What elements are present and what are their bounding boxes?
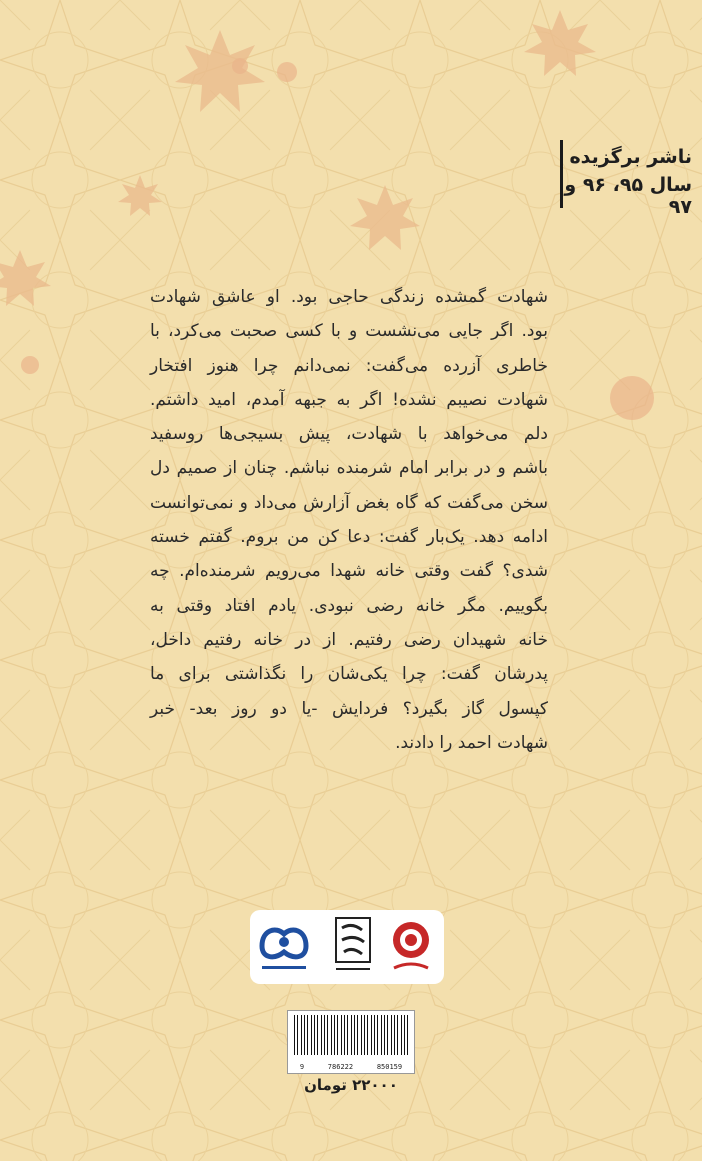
barcode-bar: [344, 1015, 345, 1055]
blurb-line: بگوییم. مگر خانه رضی نبودی. یادم افتاد وقتی به: [150, 595, 548, 616]
barcode-bar: [397, 1015, 398, 1055]
blurb-line: دلم می‌خواهد با شهادت، پیش بسیجی‌ها روسفید: [150, 424, 548, 445]
barcode-bar: [401, 1015, 402, 1055]
publisher-award-title: ناشر برگزیده: [569, 146, 692, 168]
blurb-line: سخن می‌گفت که گاه بغض آزارش می‌داد و نمی‌توانست: [150, 492, 548, 513]
publisher-award-years: سال ۹۵، ۹۶ و ۹۷: [564, 174, 692, 218]
barcode-bar: [407, 1015, 408, 1055]
barcode-bar: [387, 1015, 388, 1055]
barcode-bar: [384, 1015, 385, 1055]
back-cover-blurb: [150, 280, 548, 760]
barcode-bar: [371, 1015, 372, 1055]
barcode-bar: [357, 1015, 358, 1055]
barcode-bar: [347, 1015, 348, 1055]
barcode-bar: [374, 1015, 375, 1055]
blurb-line: کپسول گاز بگیرد؟ فردایش -یا دو روز بعد- خبر: [150, 698, 548, 719]
barcode-digit-group: 786222: [327, 1063, 354, 1071]
barcode-bar: [377, 1015, 378, 1055]
rose-logo-icon: [384, 916, 438, 978]
barcode-bar: [314, 1015, 315, 1055]
blurb-line: شهادت احمد را دادند.: [395, 732, 548, 753]
barcode-bar: [404, 1015, 405, 1055]
barcode-bar: [324, 1015, 325, 1055]
barcode-bar: [354, 1015, 355, 1055]
barcode-digits: [288, 1063, 414, 1071]
barcode-bar: [304, 1015, 305, 1055]
blurb-line: خاطری آزرده می‌گفت: نمی‌دانم چرا هنوز افتخار: [150, 355, 548, 376]
barcode-bar: [361, 1015, 362, 1055]
barcode-bar: [381, 1015, 382, 1055]
blurb-line: شهادت گمشده زندگی حاجی بود. او عاشق شهادت: [150, 287, 548, 307]
publisher-award-badge: [560, 140, 702, 218]
barcode-bar: [337, 1015, 338, 1055]
barcode-bar: [331, 1015, 332, 1055]
barcode-bars: [288, 1011, 414, 1059]
isbn-barcode: [287, 1010, 415, 1074]
blurb-line: بود. اگر جایی می‌نشست و با کسی صحبت می‌کرد، با: [150, 321, 548, 342]
barcode-bar: [321, 1015, 322, 1055]
barcode-bar: [301, 1015, 302, 1055]
blurb-line: ادامه دهد. یک‌بار گفت: دعا کن من بروم. گفتم خسته: [150, 527, 548, 548]
barcode-bar: [317, 1015, 318, 1055]
barcode-bar: [341, 1015, 342, 1055]
barcode-bar: [297, 1015, 298, 1055]
barcode-bar: [294, 1015, 295, 1055]
barcode-bar: [307, 1015, 308, 1055]
blurb-line: پدرشان گفت: چرا یکی‌شان را نگذاشتی برای ما: [150, 664, 548, 685]
barcode-bar: [311, 1015, 312, 1055]
barcode-bar: [334, 1015, 335, 1055]
barcode-bar: [327, 1015, 328, 1055]
barcode-bar: [391, 1015, 392, 1055]
blue-emblem-logo-icon: [254, 916, 314, 978]
blurb-line: شهادت نصیبم نشده! اگر به جبهه آمدم، امید داشتم.: [150, 389, 548, 410]
barcode-digit-group: 9: [299, 1063, 305, 1071]
barcode-bar: [394, 1015, 395, 1055]
blurb-line: شدی؟ گفت وقتی خانه شهدا می‌رویم شرمنده‌ام. چه: [150, 561, 548, 582]
price-label: ۲۲۰۰۰ تومان: [304, 1076, 398, 1094]
barcode-bar: [351, 1015, 352, 1055]
publisher-logos-strip: [250, 910, 444, 984]
barcode-bar: [364, 1015, 365, 1055]
barcode-bar: [367, 1015, 368, 1055]
barcode-digit-group: 850159: [376, 1063, 403, 1071]
blurb-line: خانه شهیدان رضی رفتیم. از در خانه رفتیم داخل،: [150, 629, 548, 650]
blurb-line: باشم و در برابر امام شرمنده نباشم. چنان از صمیم دل: [150, 458, 548, 479]
calligraphy-logo-icon: [332, 916, 374, 978]
